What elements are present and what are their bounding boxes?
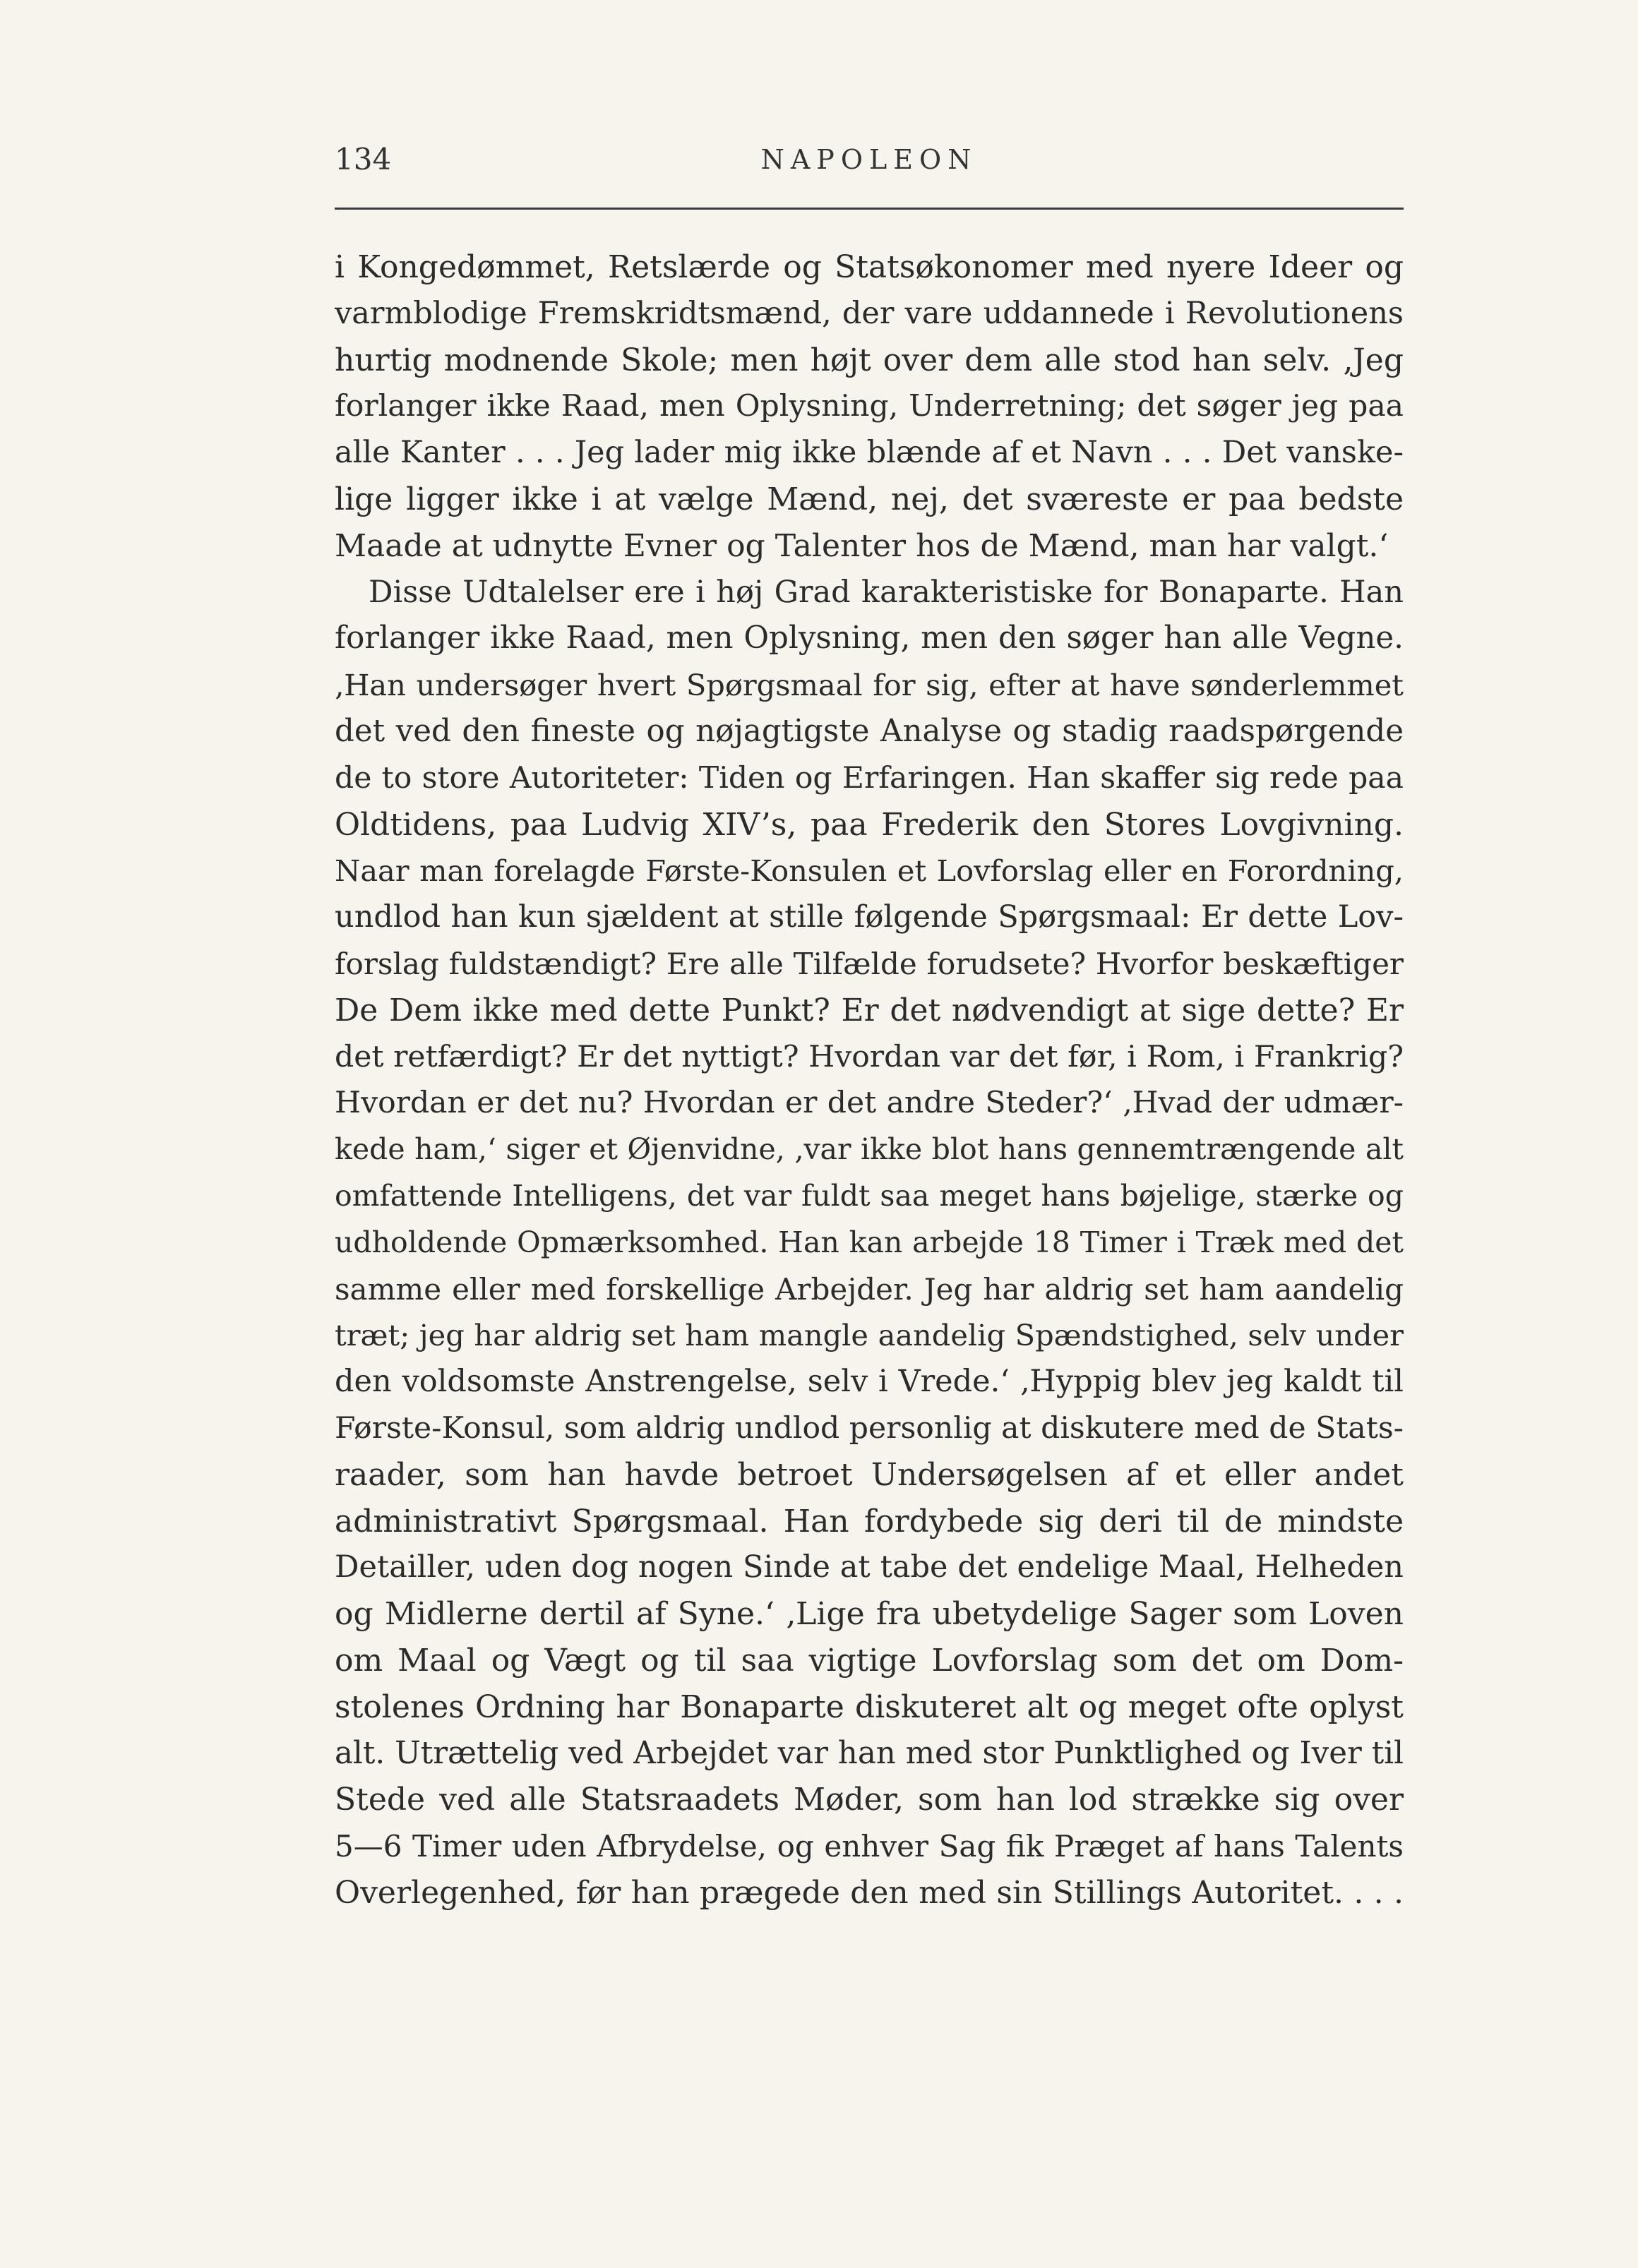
- text-line: Overlegenhed, før han prægede den med sin Stillings Autoritet. . . .: [335, 1874, 1404, 1911]
- text-line: Disse Udtalelser ere i høj Grad karakteristiske for Bonaparte. Han: [369, 574, 1404, 610]
- text-line: alt. Utrættelig ved Arbejdet var han med stor Punktlighed og Iver til: [335, 1735, 1404, 1771]
- text-line: administrativt Spørgsmaal. Han fordybede sig deri til de mindste: [335, 1503, 1404, 1540]
- text-line: træt; jeg har aldrig set ham mangle aandelig Spændstighed, selv under: [335, 1318, 1404, 1353]
- text-line: De Dem ikke med dette Punkt? Er det nødvendigt at sige dette? Er: [335, 992, 1404, 1028]
- text-line: Naar man forelagde Første-Konsulen et Lovforslag eller en Forordning,: [335, 853, 1404, 889]
- text-line: 5—6 Timer uden Afbrydelse, og enhver Sag fik Præget af hans Talents: [335, 1829, 1404, 1864]
- text-line: raader, som han havde betroet Undersøgelsen af et eller andet: [335, 1456, 1404, 1493]
- text-line: den voldsomste Anstrengelse, selv i Vrede.‘ ‚Hyppig blev jeg kaldt til: [335, 1364, 1404, 1400]
- text-line: udholdende Opmærksomhed. Han kan arbejde 18 Timer i Træk med det: [335, 1225, 1404, 1259]
- text-line: Hvordan er det nu? Hvordan er det andre Steder?‘ ‚Hvad der udmær-: [335, 1086, 1404, 1121]
- text-line: det ved den fineste og nøjagtigste Analyse og stadig raadspørgende: [335, 713, 1404, 749]
- text-line: Maade at udnytte Evner og Talenter hos de Mænd, man har valgt.‘: [335, 527, 1389, 564]
- text-line: undlod han kun sjældent at stille følgende Spørgsmaal: Er dette Lov-: [335, 899, 1404, 935]
- text-line: lige ligger ikke i at vælge Mænd, nej, det sværeste er paa bedste: [335, 481, 1404, 517]
- text-line: kede ham,‘ siger et Øjenvidne, ‚var ikke blot hans gennemtrængende alt: [335, 1132, 1404, 1167]
- text-line: alle Kanter . . . Jeg lader mig ikke blænde af et Navn . . . Det vanske-: [335, 435, 1404, 471]
- text-line: forlanger ikke Raad, men Oplysning, men den søger han alle Vegne.: [335, 620, 1404, 656]
- text-line: samme eller med forskellige Arbejder. Jeg har aldrig set ham aandelig: [335, 1271, 1404, 1307]
- text-line: Oldtidens, paa Ludvig XIV’s, paa Frederik den Stores Lovgivning.: [335, 806, 1404, 843]
- text-line: stolenes Ordning har Bonaparte diskuteret alt og meget ofte oplyst: [335, 1688, 1404, 1725]
- text-line: ‚Han undersøger hvert Spørgsmaal for sig, efter at have sønderlemmet: [335, 668, 1404, 703]
- text-line: det retfærdigt? Er det nyttigt? Hvordan var det før, i Rom, i Frankrig?: [335, 1039, 1404, 1074]
- text-line: og Midlerne dertil af Syne.‘ ‚Lige fra ubetydelige Sager som Loven: [335, 1596, 1404, 1633]
- text-line: forslag fuldstændigt? Ere alle Tilfælde forudsete? Hvorfor beskæftiger: [335, 946, 1404, 981]
- text-line: Første-Konsul, som aldrig undlod personlig at diskutere med de Stats-: [335, 1410, 1404, 1446]
- text-line: i Kongedømmet, Retslærde og Statsøkonomer med nyere Ideer og: [335, 249, 1404, 285]
- text-line: Detailler, uden dog nogen Sinde at tabe det endelige Maal, Helheden: [335, 1549, 1404, 1585]
- text-line: hurtig modnende Skole; men højt over dem alle stod han selv. ‚Jeg: [335, 342, 1404, 378]
- text-line: om Maal og Vægt og til saa vigtige Lovforslag som det om Dom-: [335, 1642, 1404, 1679]
- text-line: forlanger ikke Raad, men Oplysning, Underretning; det søger jeg paa: [335, 389, 1404, 424]
- page-number: 134: [335, 142, 392, 176]
- running-head: NAPOLEON: [760, 144, 978, 175]
- text-line: varmblodige Fremskridtsmænd, der vare uddannede i Revolutionens: [335, 295, 1404, 331]
- text-line: Stede ved alle Statsraadets Møder, som han lod strække sig over: [335, 1782, 1404, 1818]
- page-header: [335, 138, 1404, 181]
- text-line: de to store Autoriteter: Tiden og Erfaringen. Han skaffer sig rede paa: [335, 760, 1404, 796]
- header-rule: [335, 208, 1404, 210]
- body-text: [335, 244, 1404, 1916]
- text-line: omfattende Intelligens, det var fuldt saa meget hans bøjelige, stærke og: [335, 1178, 1404, 1213]
